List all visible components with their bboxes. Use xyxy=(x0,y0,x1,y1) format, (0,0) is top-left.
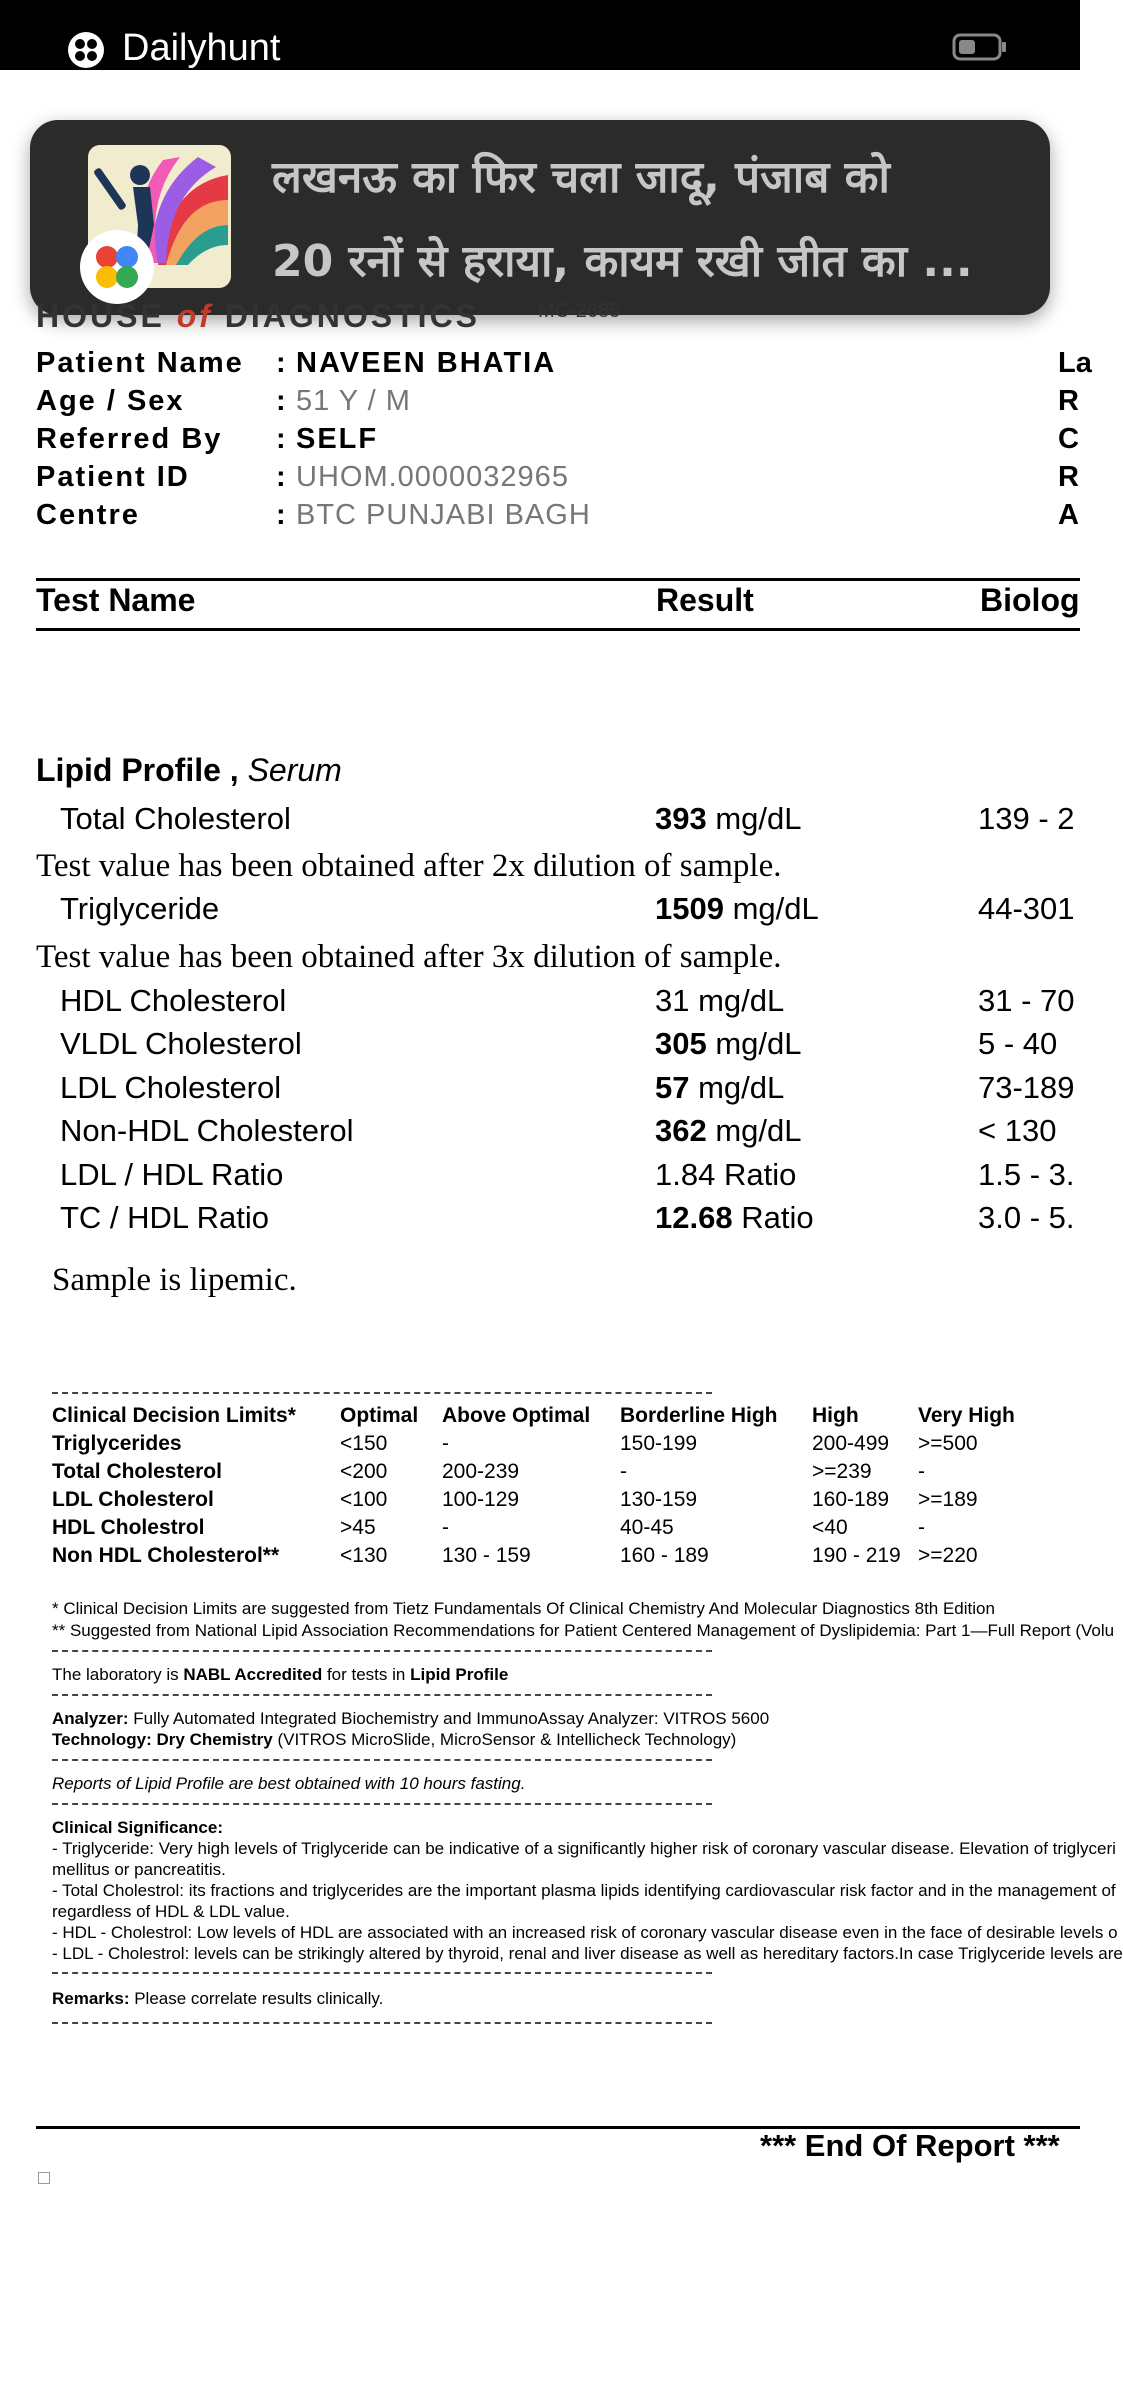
table-row: Triglyceride 1509 mg/dL 44-301 xyxy=(60,891,1075,926)
referred-by-value: SELF xyxy=(296,423,379,455)
significance-line: - LDL - Cholestrol: levels can be strikingly altered by thyroid, renal and liver disease as well as hereditary factors.In case Triglyceride levels are xyxy=(52,1944,1123,1963)
centre-value: BTC PUNJABI BAGH xyxy=(296,499,591,531)
checkbox-glyph xyxy=(38,2172,50,2184)
header-result: Result xyxy=(656,582,754,618)
technology-line: Technology: Dry Chemistry (VITROS MicroSlide, MicroSensor & Intellicheck Technology) xyxy=(52,1730,737,1749)
clinical-significance-title: Clinical Significance: xyxy=(52,1818,223,1837)
dashed-divider xyxy=(52,1650,712,1652)
significance-line: regardless of HDL & LDL value. xyxy=(52,1902,290,1921)
notification-line-1: लखनऊ का फिर चला जादू, पंजाब को xyxy=(272,152,890,203)
lab-brand: HOUSE of DIAGNOSTICS xyxy=(36,298,481,334)
dashed-divider xyxy=(52,1759,712,1761)
footnote: ** Suggested from National Lipid Association Recommendations for Patient Centered Management of Dyslipidemia: Part 1—Full Report (Volu xyxy=(52,1621,1115,1640)
table-row: LDL / HDL Ratio 1.84 Ratio 1.5 - 3. xyxy=(60,1157,1075,1192)
header-range: Biolog xyxy=(980,582,1080,618)
end-of-report: *** End Of Report *** xyxy=(760,2128,1060,2163)
table-row: Total Cholesterol 393 mg/dL 139 - 2 xyxy=(60,801,1075,836)
footnote: * Clinical Decision Limits are suggested from Tietz Fundamentals Of Clinical Chemistry And Molecular Diagnostics 8th Edition xyxy=(52,1599,995,1618)
table-row: Non-HDL Cholesterol 362 mg/dL < 130 xyxy=(60,1113,1057,1148)
section-title: Lipid Profile , Serum xyxy=(36,752,342,788)
age-sex-label: Age / Sex xyxy=(36,385,185,417)
dashed-divider xyxy=(52,2022,712,2024)
analyzer-line: Analyzer: Fully Automated Integrated Biochemistry and ImmunoAssay Analyzer: VITROS 5600 xyxy=(52,1709,770,1728)
news-notification[interactable] xyxy=(30,120,1050,315)
patient-id-label: Patient ID xyxy=(36,461,190,493)
dailyhunt-logo-icon xyxy=(66,30,106,70)
fasting-note: Reports of Lipid Profile are best obtained with 10 hours fasting. xyxy=(52,1774,526,1793)
table-row: VLDL Cholesterol 305 mg/dL 5 - 40 xyxy=(60,1026,1058,1061)
table-row: HDL Cholesterol 31 mg/dL 31 - 70 xyxy=(60,983,1075,1018)
significance-line: mellitus or pancreatitis. xyxy=(52,1860,226,1879)
specimen-type: Serum xyxy=(247,752,342,788)
right-col-letter: A xyxy=(1058,499,1079,531)
dilution-note: Test value has been obtained after 2x dilution of sample. xyxy=(36,848,782,884)
table-header-rule xyxy=(36,628,1080,631)
lab-code: MC-2685 xyxy=(538,300,621,322)
right-col-letter: R xyxy=(1058,461,1079,493)
right-col-letter: R xyxy=(1058,385,1079,417)
notification-line-2: 20 रनों से हराया, कायम रखी जीत का ... xyxy=(272,236,973,287)
nabl-statement: The laboratory is NABL Accredited for tests in Lipid Profile xyxy=(52,1665,509,1684)
table-row: LDL Cholesterol 57 mg/dL 73-189 xyxy=(60,1070,1075,1105)
patient-name-label: Patient Name xyxy=(36,347,244,379)
patient-name-value: NAVEEN BHATIA xyxy=(296,347,557,379)
app-badge-icon xyxy=(80,230,154,304)
header-test-name: Test Name xyxy=(36,582,196,618)
notification-text xyxy=(272,136,1032,304)
centre-label: Centre xyxy=(36,499,140,531)
age-sex-value: 51 Y / M xyxy=(296,385,411,417)
significance-line: - Total Cholestrol: its fractions and triglycerides are the important plasma lipids identifying cardiovascular risk factor and in the management of xyxy=(52,1881,1116,1900)
patient-id-value: UHOM.0000032965 xyxy=(296,461,569,493)
app-name: Dailyhunt xyxy=(122,27,281,69)
dashed-divider xyxy=(52,1803,712,1805)
referred-by-label: Referred By xyxy=(36,423,223,455)
dashed-divider xyxy=(52,1392,712,1394)
significance-line: - Triglyceride: Very high levels of Triglyceride can be indicative of a significantly higher risk of coronary vascular disease. Elevation of triglyceri xyxy=(52,1839,1116,1858)
dashed-divider xyxy=(52,1972,712,1974)
significance-line: - HDL - Cholestrol: Low levels of HDL are associated with an increased risk of coronary vascular disease even in the face of desirable levels o xyxy=(52,1923,1118,1942)
right-col-letter: La xyxy=(1058,347,1092,379)
status-bar xyxy=(0,0,1080,70)
table-row: TC / HDL Ratio 12.68 Ratio 3.0 - 5. xyxy=(60,1200,1075,1235)
battery-icon xyxy=(952,32,1008,62)
right-col-letter: C xyxy=(1058,423,1079,455)
dilution-note: Test value has been obtained after 3x dilution of sample. xyxy=(36,939,782,975)
dashed-divider xyxy=(52,1694,712,1696)
lipemic-note: Sample is lipemic. xyxy=(52,1262,297,1298)
remarks-line: Remarks: Please correlate results clinically. xyxy=(52,1989,384,2008)
